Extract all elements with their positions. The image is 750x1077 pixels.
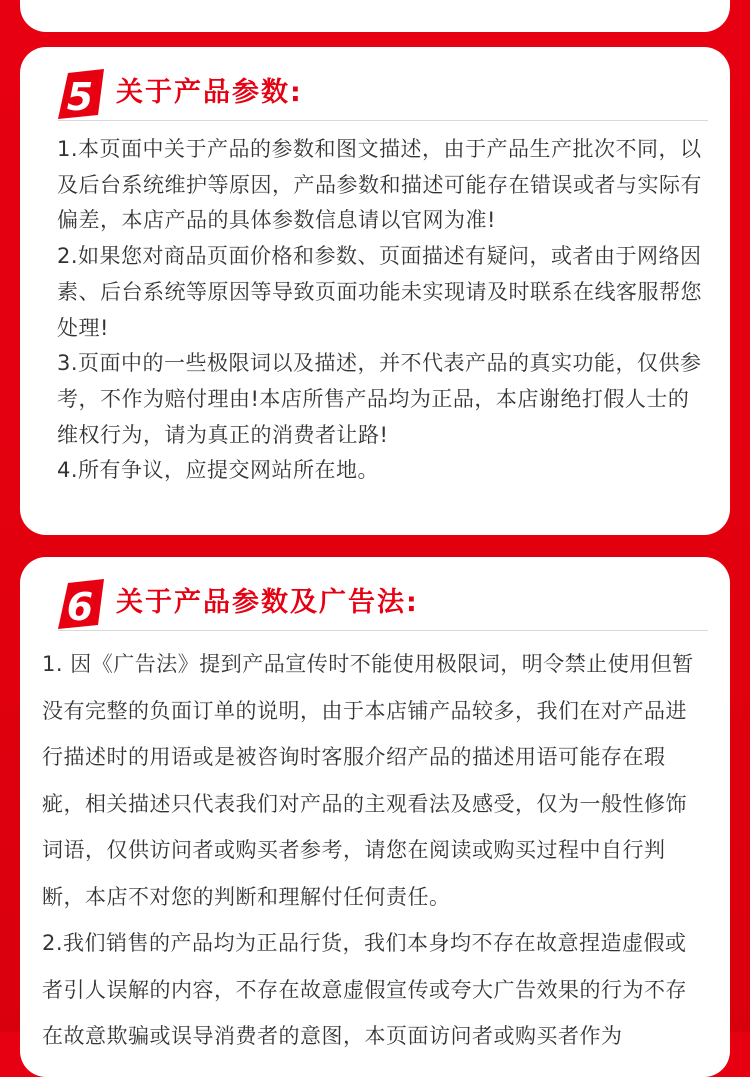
paragraph: 2.我们销售的产品均为正品行货，我们本身均不存在故意捏造虚假或者引人误解的内容，不存在故意虚假宣传或夸大广告效果的行为不存在故意欺骗或误导消费者的意图，本页面访问者或购买者作为	[42, 931, 687, 1048]
header-divider	[58, 120, 708, 121]
paragraph: 3.页面中的一些极限词以及描述，并不代表产品的真实功能，仅供参考，不作为赔付理由!本店所售产品均为正品，本店谢绝打假人士的维权行为，请为真正的消费者让路!	[57, 351, 702, 447]
section-card-advertising-law	[20, 557, 730, 1077]
paragraph: 1. 因《广告法》提到产品宣传时不能使用极限词，明令禁止使用但暂没有完整的负面订单的说明，由于本店铺产品较多，我们在对产品进行描述时的用语或是被咨询时客服介绍产品的描述用语可能存在瑕疵，相关描述只代表我们对产品的主观看法及感受，仅为一般性修饰词语，仅供访问者或购买者参考，请您在阅读或购买过程中自行判断，本店不对您的判断和理解付任何责任。	[42, 652, 694, 909]
section-number: 5	[66, 75, 94, 119]
section-card-product-parameters	[20, 47, 730, 535]
paragraph: 2.如果您对商品页面价格和参数、页面描述有疑问，或者由于网络因素、后台系统等原因等导致页面功能未实现请及时联系在线客服帮您处理!	[57, 244, 702, 340]
section-title: 关于产品参数及广告法:	[116, 587, 419, 618]
section-body	[57, 132, 708, 489]
section-title: 关于产品参数:	[116, 77, 303, 108]
section-number-badge	[58, 69, 106, 119]
section-header	[58, 69, 708, 121]
header-divider	[58, 630, 708, 631]
paragraph: 1.本页面中关于产品的参数和图文描述，由于产品生产批次不同，以及后台系统维护等原因，产品参数和描述可能存在错误或者与实际有偏差，本店产品的具体参数信息请以官网为准!	[57, 137, 702, 233]
section-number: 6	[66, 585, 94, 629]
paragraph: 4.所有争议，应提交网站所在地。	[57, 458, 380, 483]
section-body	[42, 641, 708, 1060]
section-header	[58, 579, 708, 631]
section-number-badge	[58, 579, 106, 629]
previous-section-card	[20, 0, 730, 32]
